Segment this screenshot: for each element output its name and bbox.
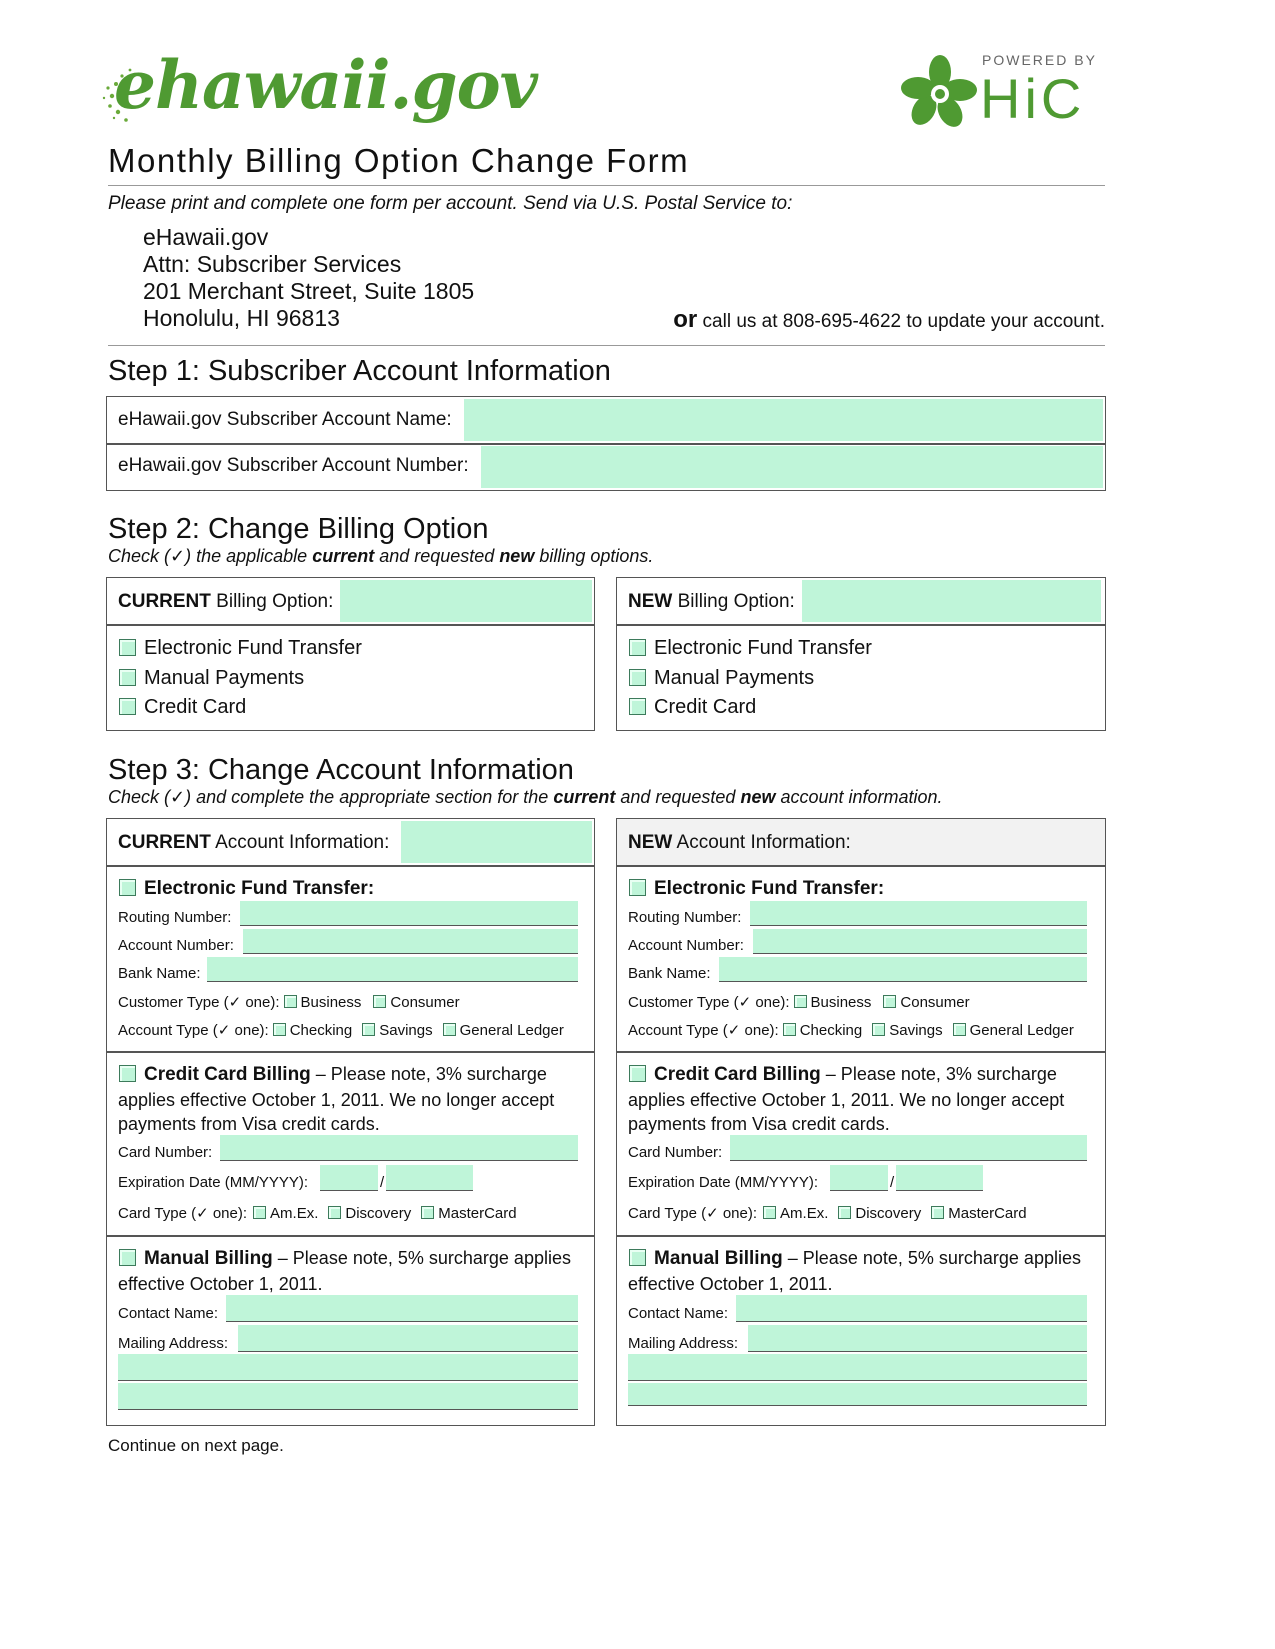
bank-name-label: Bank Name: xyxy=(118,965,201,982)
subtitle-new: new xyxy=(740,787,776,807)
cc-section-title[interactable] xyxy=(119,1064,547,1086)
exp-slash: / xyxy=(890,1174,895,1191)
step3-subtitle xyxy=(108,787,943,808)
checkbox-icon[interactable] xyxy=(119,669,136,686)
step2-title: Step 2: Change Billing Option xyxy=(108,513,489,545)
or-word: or xyxy=(673,306,698,333)
hic-logo xyxy=(900,52,1110,132)
row-divider xyxy=(617,865,1105,867)
option-checking: Checking xyxy=(289,1022,353,1039)
option-mastercard: MasterCard xyxy=(438,1205,517,1222)
new-billing-box xyxy=(616,577,1106,731)
bank-name-label: Bank Name: xyxy=(628,965,711,982)
continue-note: Continue on next page. xyxy=(108,1436,284,1455)
checkbox-icon[interactable] xyxy=(119,698,136,715)
mailing-address-label: Mailing Address: xyxy=(118,1335,229,1352)
routing-field[interactable] xyxy=(750,901,1087,926)
account-number-label: eHawaii.gov Subscriber Account Number: xyxy=(118,455,469,476)
card-type-row xyxy=(118,1204,517,1222)
cc-note-line: applies effective October 1, 2011. We no longer accept xyxy=(628,1090,1065,1110)
checkbox-icon[interactable] xyxy=(629,669,646,686)
instruction-text: Please print and complete one form per account. Send via U.S. Postal Service to: xyxy=(108,193,793,214)
expiration-label: Expiration Date (MM/YYYY): xyxy=(628,1174,819,1191)
subtitle-current: current xyxy=(312,546,375,566)
billing-option-label: Billing Option: xyxy=(210,591,334,612)
account-number-field[interactable] xyxy=(481,446,1103,488)
powered-by-label: POWERED BY xyxy=(982,52,1097,68)
flower-icon xyxy=(900,52,980,132)
checkbox-icon[interactable] xyxy=(119,1249,136,1266)
page-title: Monthly Billing Option Change Form xyxy=(108,142,690,179)
address-line: 201 Merchant Street, Suite 1805 xyxy=(143,278,475,304)
card-type-label: Card Type (✓ one): xyxy=(628,1205,758,1222)
manual-note-line: effective October 1, 2011. xyxy=(628,1274,833,1294)
exp-year-field[interactable] xyxy=(386,1165,473,1191)
option-savings: Savings xyxy=(889,1022,943,1039)
checkbox-icon[interactable] xyxy=(629,698,646,715)
contact-name-field[interactable] xyxy=(736,1295,1087,1322)
section-divider xyxy=(617,1235,1105,1237)
option-checking: Checking xyxy=(799,1022,863,1039)
eft-section-title[interactable] xyxy=(629,878,884,900)
exp-month-field[interactable] xyxy=(830,1165,888,1191)
option-consumer: Consumer xyxy=(900,994,970,1011)
row-divider xyxy=(107,624,594,626)
current-account-field[interactable] xyxy=(401,821,592,863)
section-divider xyxy=(107,1051,594,1053)
manual-note-line: effective October 1, 2011. xyxy=(118,1274,323,1294)
account-number-field[interactable] xyxy=(753,929,1087,954)
mailing-address-line3[interactable] xyxy=(118,1383,578,1410)
manual-note: – Please note, 5% surcharge applies xyxy=(272,1248,571,1268)
option-label: Electronic Fund Transfer xyxy=(654,637,872,659)
subtitle-text: account information. xyxy=(775,787,943,807)
call-text: call us at 808-695-4622 to update your account. xyxy=(702,311,1105,332)
address-line: Attn: Subscriber Services xyxy=(143,251,402,277)
mailing-address-field[interactable] xyxy=(748,1325,1087,1352)
contact-name-field[interactable] xyxy=(226,1295,578,1322)
account-info-label: Account Information: xyxy=(210,832,390,853)
mailing-address-line3[interactable] xyxy=(628,1383,1087,1406)
step1-title: Step 1: Subscriber Account Information xyxy=(108,355,611,387)
subtitle-text: Check (✓) the applicable xyxy=(108,546,313,566)
routing-label: Routing Number: xyxy=(118,909,232,926)
current-billing-box xyxy=(106,577,595,731)
billing-option-label: Billing Option: xyxy=(672,591,795,612)
customer-type-label: Customer Type (✓ one): xyxy=(118,994,280,1011)
step1-table xyxy=(106,396,1106,491)
manual-note: – Please note, 5% surcharge applies xyxy=(782,1248,1081,1268)
option-credit-card[interactable] xyxy=(119,696,246,719)
current-account-box xyxy=(106,818,595,1426)
cc-note-line: payments from Visa credit cards. xyxy=(628,1114,890,1134)
checkbox-icon[interactable] xyxy=(629,639,646,656)
mailing-address-label: Mailing Address: xyxy=(628,1335,739,1352)
subtitle-new: new xyxy=(499,546,535,566)
mailing-address-field[interactable] xyxy=(238,1325,578,1352)
mailing-address-block xyxy=(143,224,474,332)
checkbox-icon[interactable] xyxy=(119,1065,136,1082)
contact-name-label: Contact Name: xyxy=(628,1305,729,1322)
subtitle-text: and requested xyxy=(615,787,741,807)
step2-subtitle xyxy=(108,546,653,567)
customer-type-label: Customer Type (✓ one): xyxy=(628,994,790,1011)
checkbox-icon[interactable] xyxy=(253,1206,266,1219)
option-consumer: Consumer xyxy=(390,994,460,1011)
title-divider xyxy=(108,185,1105,186)
option-savings: Savings xyxy=(379,1022,433,1039)
subtitle-text: Check (✓) and complete the appropriate section for the xyxy=(108,787,554,807)
option-label: Credit Card xyxy=(144,696,247,718)
account-number-label: Account Number: xyxy=(628,937,744,954)
eft-title: Electronic Fund Transfer: xyxy=(144,878,375,899)
expiration-label: Expiration Date (MM/YYYY): xyxy=(118,1174,309,1191)
address-line: eHawaii.gov xyxy=(143,224,269,250)
exp-slash: / xyxy=(380,1174,385,1191)
card-number-label: Card Number: xyxy=(628,1144,723,1161)
option-general-ledger: General Ledger xyxy=(459,1022,564,1039)
manual-title: Manual Billing xyxy=(144,1248,273,1269)
checkbox-icon[interactable] xyxy=(763,1206,776,1219)
account-type-row xyxy=(118,1021,564,1039)
cc-note: – Please note, 3% surcharge xyxy=(310,1064,547,1084)
address-line: Honolulu, HI 96813 xyxy=(143,305,340,331)
row-divider xyxy=(107,865,594,867)
intro-divider xyxy=(108,345,1105,346)
account-type-label: Account Type (✓ one): xyxy=(118,1022,269,1039)
exp-year-field[interactable] xyxy=(896,1165,983,1191)
account-name-field[interactable] xyxy=(464,399,1103,441)
customer-type-row xyxy=(118,993,460,1011)
cc-note-line: applies effective October 1, 2011. We no longer accept xyxy=(118,1090,555,1110)
cc-section-title[interactable] xyxy=(629,1064,1057,1086)
checkbox-icon[interactable] xyxy=(629,879,646,896)
row-divider xyxy=(107,443,1105,445)
checkbox-icon[interactable] xyxy=(783,1023,796,1036)
mailing-address-line2[interactable] xyxy=(628,1354,1087,1381)
account-number-label: Account Number: xyxy=(118,937,234,954)
customer-type-row xyxy=(628,993,970,1011)
bank-name-field[interactable] xyxy=(207,957,578,982)
checkbox-icon[interactable] xyxy=(328,1206,341,1219)
eft-section-title[interactable] xyxy=(119,878,374,900)
current-word: CURRENT xyxy=(118,832,211,853)
subtitle-text: billing options. xyxy=(534,546,654,566)
checkbox-icon[interactable] xyxy=(872,1023,885,1036)
exp-month-field[interactable] xyxy=(320,1165,378,1191)
current-billing-field[interactable] xyxy=(340,580,592,622)
option-label: Manual Payments xyxy=(654,667,815,689)
account-info-label: Account Information: xyxy=(672,832,851,853)
ehawaii-logo xyxy=(100,46,537,130)
checkbox-icon[interactable] xyxy=(883,995,896,1008)
manual-section-title[interactable] xyxy=(119,1248,571,1270)
hic-logo-text: HiC xyxy=(980,67,1086,130)
new-word: NEW xyxy=(628,832,673,853)
option-manual[interactable] xyxy=(119,667,304,690)
checkbox-icon[interactable] xyxy=(931,1206,944,1219)
checkbox-icon[interactable] xyxy=(362,1023,375,1036)
option-mastercard: MasterCard xyxy=(948,1205,1027,1222)
subtitle-current: current xyxy=(553,787,616,807)
checkbox-icon[interactable] xyxy=(629,1249,646,1266)
cc-note-line: payments from Visa credit cards. xyxy=(118,1114,380,1134)
option-discovery: Discovery xyxy=(345,1205,412,1222)
section-divider xyxy=(107,1235,594,1237)
checkbox-icon[interactable] xyxy=(284,995,297,1008)
routing-label: Routing Number: xyxy=(628,909,742,926)
row-divider xyxy=(617,624,1105,626)
new-word: NEW xyxy=(628,591,673,612)
current-account-label xyxy=(118,832,389,854)
checkbox-icon[interactable] xyxy=(421,1206,434,1219)
contact-name-label: Contact Name: xyxy=(118,1305,219,1322)
bank-name-field[interactable] xyxy=(719,957,1087,982)
checkbox-icon[interactable] xyxy=(119,879,136,896)
new-billing-label xyxy=(628,591,795,613)
option-amex: Am.Ex. xyxy=(270,1205,319,1222)
option-label: Electronic Fund Transfer xyxy=(144,637,362,659)
step3-title: Step 3: Change Account Information xyxy=(108,754,574,786)
card-number-label: Card Number: xyxy=(118,1144,213,1161)
option-discovery: Discovery xyxy=(855,1205,922,1222)
mailing-address-line2[interactable] xyxy=(118,1354,578,1381)
account-type-label: Account Type (✓ one): xyxy=(628,1022,779,1039)
new-account-box xyxy=(616,818,1106,1426)
manual-section-title[interactable] xyxy=(629,1248,1081,1270)
card-number-field[interactable] xyxy=(730,1135,1087,1161)
option-label: Credit Card xyxy=(654,696,757,718)
option-amex: Am.Ex. xyxy=(780,1205,829,1222)
routing-field[interactable] xyxy=(240,901,578,926)
call-us-line xyxy=(673,306,1105,334)
checkbox-icon[interactable] xyxy=(794,995,807,1008)
cc-title: Credit Card Billing xyxy=(654,1064,821,1085)
manual-title: Manual Billing xyxy=(654,1248,783,1269)
card-number-field[interactable] xyxy=(220,1135,578,1161)
checkbox-icon[interactable] xyxy=(953,1023,966,1036)
account-number-field[interactable] xyxy=(243,929,578,954)
option-business: Business xyxy=(810,994,872,1011)
card-type-row xyxy=(628,1204,1027,1222)
ehawaii-logo-text: ehawaii.gov xyxy=(114,46,537,124)
eft-title: Electronic Fund Transfer: xyxy=(654,878,885,899)
option-label: Manual Payments xyxy=(144,667,305,689)
checkbox-icon[interactable] xyxy=(373,995,386,1008)
new-account-label xyxy=(628,832,851,854)
cc-note: – Please note, 3% surcharge xyxy=(820,1064,1057,1084)
new-billing-field[interactable] xyxy=(802,580,1101,622)
option-eft[interactable] xyxy=(119,637,362,660)
option-general-ledger: General Ledger xyxy=(969,1022,1074,1039)
checkbox-icon[interactable] xyxy=(273,1023,286,1036)
checkbox-icon[interactable] xyxy=(838,1206,851,1219)
section-divider xyxy=(617,1051,1105,1053)
current-billing-label xyxy=(118,591,333,613)
card-type-label: Card Type (✓ one): xyxy=(118,1205,248,1222)
checkbox-icon[interactable] xyxy=(119,639,136,656)
option-business: Business xyxy=(300,994,362,1011)
option-manual[interactable] xyxy=(629,667,814,690)
option-eft[interactable] xyxy=(629,637,872,660)
current-word: CURRENT xyxy=(118,591,211,612)
account-type-row xyxy=(628,1021,1074,1039)
checkbox-icon[interactable] xyxy=(443,1023,456,1036)
checkbox-icon[interactable] xyxy=(629,1065,646,1082)
subtitle-text: and requested xyxy=(374,546,500,566)
option-credit-card[interactable] xyxy=(629,696,756,719)
account-name-label: eHawaii.gov Subscriber Account Name: xyxy=(118,409,452,430)
cc-title: Credit Card Billing xyxy=(144,1064,311,1085)
